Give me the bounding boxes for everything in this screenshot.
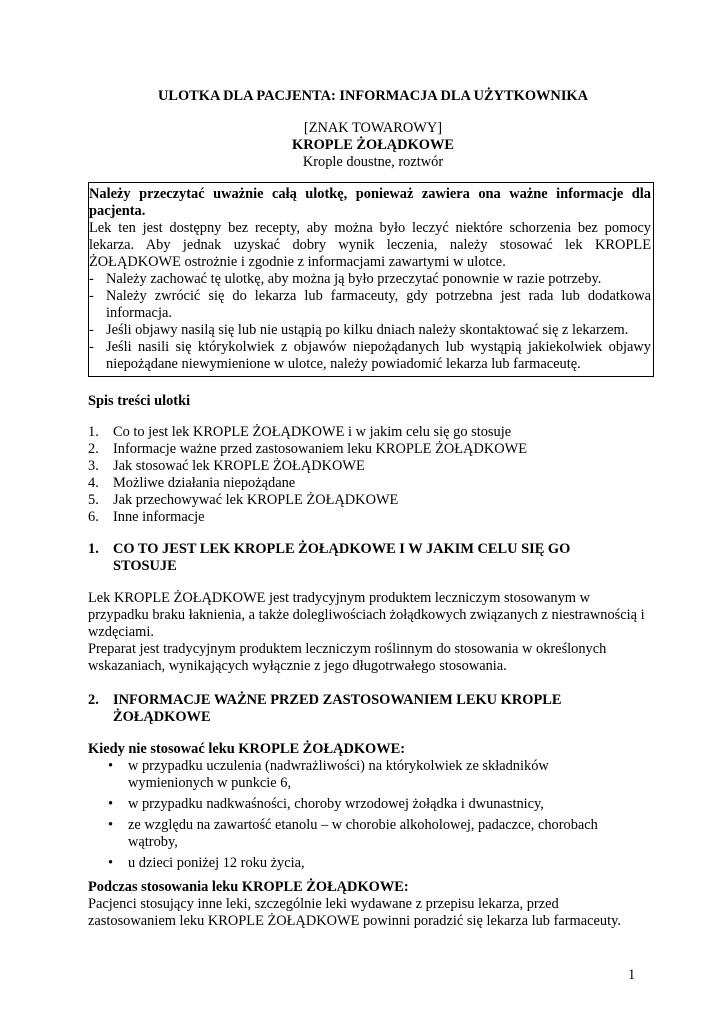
bullet-icon: • bbox=[108, 758, 114, 774]
precautions-title: Podczas stosowania leku KROPLE ŻOŁĄDKOWE: bbox=[88, 879, 409, 895]
page-number: 1 bbox=[628, 967, 636, 983]
warning-bold-line: Należy przeczytać uważnie całą ulotkę, ponieważ zawiera ona ważne informacje dla pacjenta. bbox=[89, 186, 651, 219]
product-header bbox=[88, 120, 658, 171]
pharmaceutical-form: Krople doustne, roztwór bbox=[302, 154, 444, 170]
contraindications-title: Kiedy nie stosować leku KROPLE ŻOŁĄDKOWE: bbox=[88, 741, 406, 757]
toc-item: 2. Informacje ważne przed zastosowaniem leku KROPLE ŻOŁĄDKOWE bbox=[88, 441, 527, 457]
toc-item: 4. Możliwe działania niepożądane bbox=[88, 475, 296, 491]
page-title: ULOTKA DLA PACJENTA: INFORMACJA DLA UŻYTKOWNIKA bbox=[157, 88, 588, 104]
section-1-heading: 1. CO TO JEST LEK KROPLE ŻOŁĄDKOWE I W JAKIM CELU SIĘ GO STOSUJE bbox=[88, 541, 571, 574]
contraindications-list bbox=[88, 758, 658, 872]
list-item: • u dzieci poniżej 12 roku życia, bbox=[108, 855, 305, 871]
toc-item: 5. Jak przechowywać lek KROPLE ŻOŁĄDKOWE bbox=[88, 492, 399, 508]
list-item: • ze względu na zawartość etanolu – w chorobie alkoholowej, padaczce, chorobach wątroby, bbox=[108, 817, 598, 850]
bullet-icon: • bbox=[108, 796, 114, 812]
toc-item: 6. Inne informacje bbox=[88, 509, 205, 525]
section-1-paragraph: Lek KROPLE ŻOŁĄDKOWE jest tradycyjnym produktem leczniczym stosowanym w przypadku braku łaknienia, a także dolegliwościach żołądkowych związanych z niestrawnością i wzdęciami. bbox=[88, 590, 645, 640]
section-1-paragraph: Preparat jest tradycyjnym produktem leczniczym roślinnym do stosowania w określonych wskazaniach, wynikających wyłącznie z jego długotrwałego stosowania. bbox=[88, 641, 607, 674]
warning-box bbox=[88, 182, 654, 377]
warning-list-item: - Jeśli objawy nasilą się lub nie ustąpią po kilku dniach należy skontaktować się z lekarzem. bbox=[89, 322, 629, 338]
toc-item: 1. Co to jest lek KROPLE ŻOŁĄDKOWE i w jakim celu się go stosuje bbox=[88, 424, 512, 440]
warning-intro: Lek ten jest dostępny bez recepty, aby można było leczyć niektóre schorzenia bez pomocy lekarza. Aby jednak uzyskać dobry wynik leczenia, należy stosować lek KROPLE ŻOŁĄDKOWE ostrożnie i zgodnie z informacjami zawartymi w ulotce. bbox=[89, 220, 651, 270]
bullet-icon: • bbox=[108, 855, 114, 871]
trademark-placeholder: [ZNAK TOWAROWY] bbox=[303, 120, 443, 136]
product-name: KROPLE ŻOŁĄDKOWE bbox=[292, 137, 454, 153]
bullet-icon: • bbox=[108, 817, 114, 833]
precautions-body: Pacjenci stosujący inne leki, szczególnie leki wydawane z przepisu lekarza, przed zastosowaniem leku KROPLE ŻOŁĄDKOWE powinni poradzić się lekarza lub farmaceuty. bbox=[88, 896, 621, 929]
toc-list bbox=[88, 424, 658, 526]
toc-title: Spis treści ulotki bbox=[88, 393, 191, 409]
section-2-heading: 2. INFORMACJE WAŻNE PRZED ZASTOSOWANIEM LEKU KROPLE ŻOŁĄDKOWE bbox=[88, 692, 562, 725]
warning-list-item: - Jeśli nasili się którykolwiek z objawów niepożądanych lub wystąpią jakiekolwiek objawy niepożądane niewymienione w ulotce, należy powiadomić lekarza lub farmaceutę. bbox=[89, 339, 651, 372]
warning-list-item: - Należy zachować tę ulotkę, aby można ją było przeczytać ponownie w razie potrzeby. bbox=[89, 271, 602, 287]
list-item: • w przypadku uczulenia (nadwrażliwości) na którykolwiek ze składników wymienionych w punkcie 6, bbox=[108, 758, 549, 791]
warning-list-item: - Należy zwrócić się do lekarza lub farmaceuty, gdy potrzebna jest rada lub dodatkowa informacja. bbox=[89, 288, 651, 321]
section-1-body bbox=[88, 590, 648, 675]
toc-item: 3. Jak stosować lek KROPLE ŻOŁĄDKOWE bbox=[88, 458, 365, 474]
list-item: • w przypadku nadkwaśności, choroby wrzodowej żołądka i dwunastnicy, bbox=[108, 796, 544, 812]
